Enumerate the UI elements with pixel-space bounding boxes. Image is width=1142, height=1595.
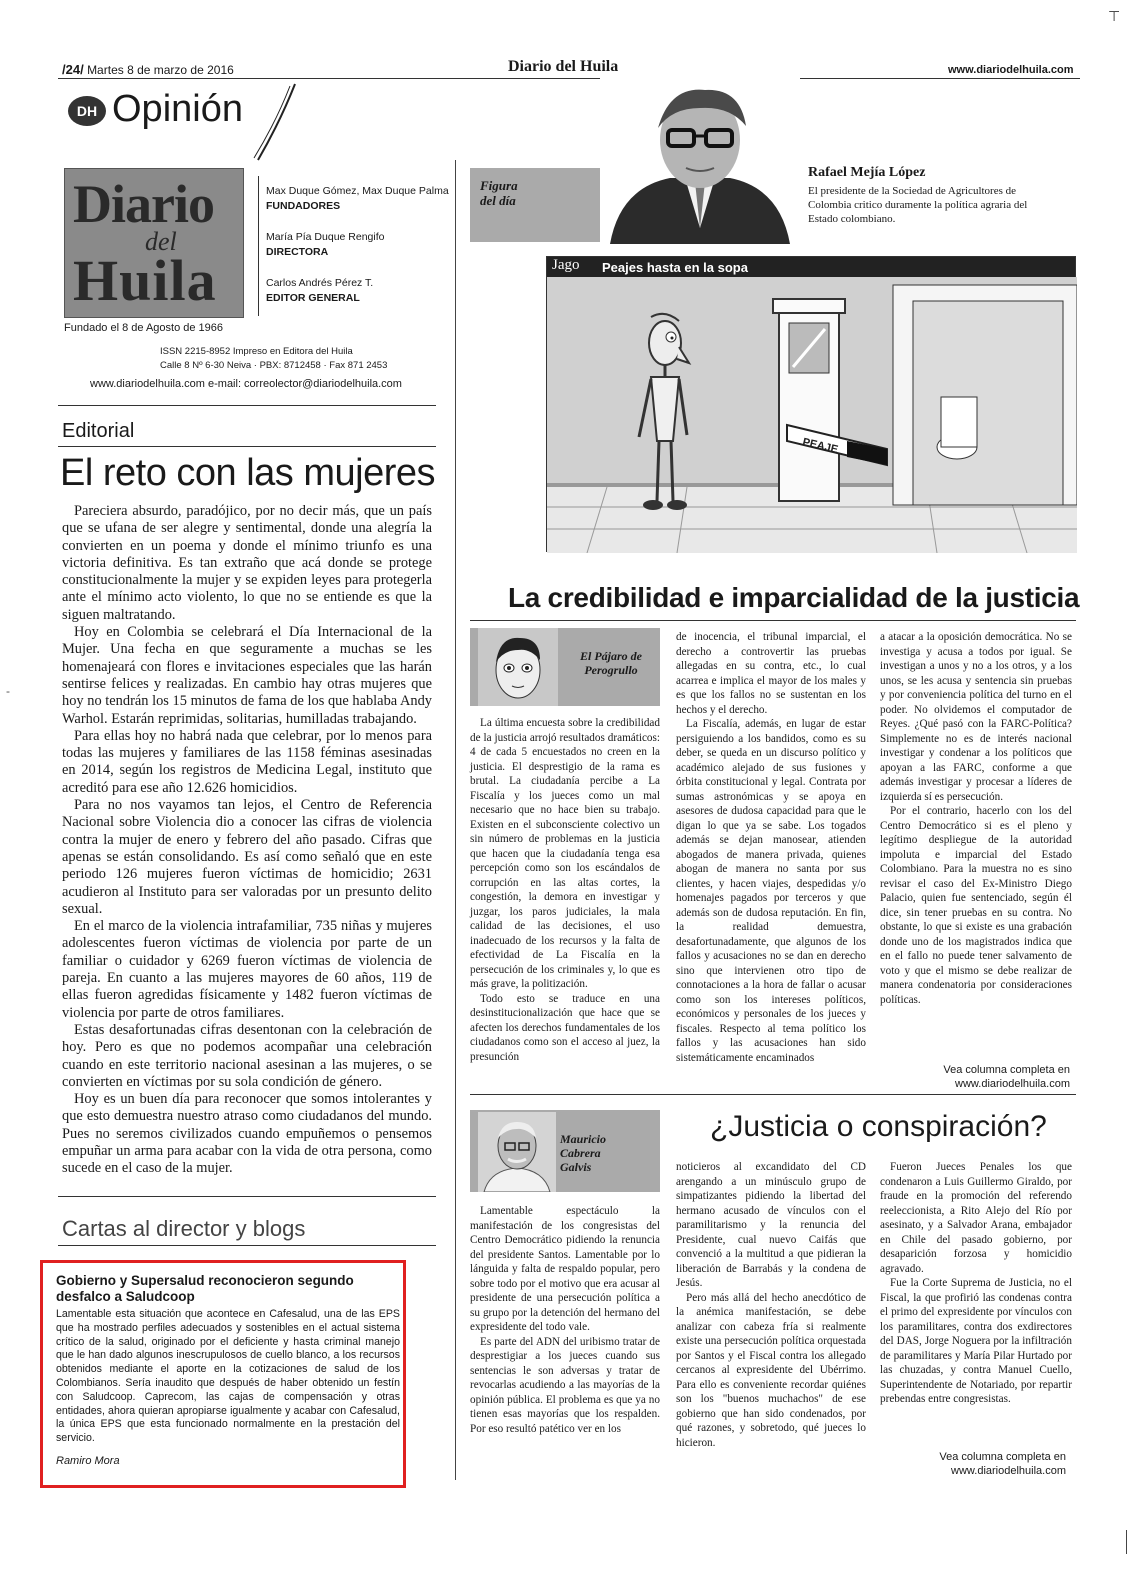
column-paragraph: Pero más allá del hecho anecdótico de la anémica manifestación, se debe analizar con cabeza fría si realmente existe una persecución política orquestada por Santos y el Fiscal contra los allegado cercanos al expresidente del Ubérrimo. Para ello es conveniente recordar quiénes son los "buenos muchachos" de ese gobierno que han sido condenados, por qué razones, y sobretodo, qué jueces lo hicieron.: [676, 1291, 866, 1449]
figura-label: Figura del día: [480, 178, 518, 208]
column-paragraph: La Fiscalía, además, en lugar de estar persiguiendo a los bandidos, como es su deber, se queda en un discurso político y académico alejado de sus fusiones y órbita constitucional y legal. Contrata por sumas astronómicas y se apoya en asesores de dudosa capacidad para que le digan lo que ya se sabe. Los togados además se dejan manosear, atienden abogados de manera privada, quienes abogan de manera no santa por sus clientes, y hacen viajes, despedidas y/o homenajes pagados por terceros y que además son de dudosa reputación. En fin, la realidad demuestra, desafortunadamente, que algunos de los fallos y acusaciones no se dan en derecho sino que intervienen otro tipo de connotaciones a la hora de fallar o acusar como son los intereses políticos, económicos y personales de los jueces y fiscales. Respecto al tema político los fallos y las acusaciones han sido sistemáticamente encaminados: [676, 718, 866, 1064]
dh-logo: DH: [68, 96, 106, 126]
editorial-paragraph: Hoy es un buen día para reconocer que somos intolerantes y que esto demuestra nuestro atraso como ciudadanos del mundo. Pues no seremos civilizados cuando empuñemos o pensemos empuñar un arma para acabar con la vida de otra persona, como sucede en el caso de la mujer.: [62, 1091, 432, 1177]
staff-editor: Carlos Andrés Pérez T. EDITOR GENERAL: [266, 277, 374, 304]
masthead-rule: [58, 405, 436, 406]
cartas-title: Cartas al director y blogs: [62, 1216, 306, 1241]
masthead-logo: [64, 168, 244, 318]
column-paragraph: Fueron Jueces Penales los que condenaron a Luis Guillermo Giraldo, por fraude en la promoción del referendo reeleccionista, a Rito Alejo del Río por asesinato, y a Salvador Arana, embajador en Chile del pasado gobierno, por desaparición forzosa y homicidio agravado.: [880, 1161, 1072, 1275]
paper-url[interactable]: www.diariodelhuila.com: [948, 64, 1074, 76]
cartoon-panel: [546, 256, 1076, 552]
cartoon-title: Peajes hasta en la sopa: [602, 260, 748, 275]
letter-body: Lamentable esta situación que acontece en Cafesalud, una de las EPS que ha mostrado perfiles adecuados y sostenibles en el actual sistema crítico de la salud, originado por el deficiente y hasta criminal manejo que le han dado algunos inescrupulosos de cuello blanco, a los recursos obtenidos mediante el aporte en la cotizaciones de salud de los Colombianos. Sería inaudito que después de haber obtenido un festín con Saludcoop. Caprecom, las cajas de compensación y otras entidades, ahora quieran apropiarse igualmente y acabar con Cafesalud, la única EPS que esta funcionado normalmente en la prestación del servicio.: [56, 1308, 400, 1445]
justice-title: La credibilidad e imparcialidad de la justicia: [508, 582, 1080, 613]
columnist-photo: [478, 1112, 556, 1192]
masthead-line1: Diario: [73, 174, 214, 234]
editorial-body: [62, 503, 432, 1178]
column-paragraph: Por el contrario, hacerlo con los del Centro Democrático si es el pleno y legítimo despliegue de la autoridad impoluta e imparcial del Estado Colombiano. Para la muestra no es sino revisar el caso del Ex-Ministro Diego Palacio, quien fue sentenciado, según él dice, sin tener pruebas en su contra. No obstante, lo que si existe es una grabación donde uno de los magistrados indica que en el fallo no puede tener salvamento de voto y que el mismo se debe realizar de manera condenatoria por consideraciones políticas.: [880, 805, 1072, 1006]
crop-mark-bottom: [1126, 1530, 1127, 1554]
editorial-paragraph: Pareciera absurdo, paradójico, por no decir más, que un país que se ufana de ser alegre y sentimental, donde una alegría la convierten en un poema y donde el mínimo triunfo es una victoria definitiva. Es tan extraño que acá donde se protege constitucionalmente la mujer y se expiden leyes para protegerla ante el mínimo acto violento, lo que no se entiende es que la siguen maltratando.: [62, 503, 432, 623]
justice-rule: [470, 620, 1076, 621]
cartas-rule: [58, 1245, 436, 1246]
peaje-sign: PEAJE: [801, 436, 840, 457]
staff-founders: Max Duque Gómez, Max Duque Palma FUNDADORES: [266, 185, 449, 212]
columnist-name: El Pájaro de Perogrullo: [580, 649, 642, 677]
editorial-title: El reto con las mujeres: [60, 452, 435, 494]
justice-column-1: [470, 716, 660, 1064]
editorial-paragraph: En el marco de la violencia intrafamiliar, 735 niñas y mujeres adolescentes fueron víctimas de violencia por parte de un familiar o cuidador y 6269 fueron víctimas de violencia de pareja. En cuanto a las mujeres mayores de 60 años, 119 de ellas fueron agredidas físicamente y 1482 fueron víctimas de violencia por parte de otros familiares.: [62, 918, 432, 1021]
column-paragraph: Lamentable espectáculo la manifestación de los congresistas del Centro Democrático pidiendo la renuncia del presidente Santos. Lamentable por lo lánguida y falta de respaldo popular, pero sobre todo por el motivo que era acusar al presidente de una persecución política a su grupo por la detención del hermano del expresidente del todo vale.: [470, 1205, 660, 1333]
justice-end-rule: [470, 1094, 1076, 1095]
editorial-paragraph: Para no nos vayamos tan lejos, el Centro de Referencia Nacional sobre Violencia dio a conocer las cifras de violencia contra la mujer de enero y febrero del año pasado. Cifras que apenas se están consolidando. Es así como señaló que en este periodo 126 mujeres fueron víctimas de homicidio; 2631 acudieron al Instituto para ser valoradas por un presunto delito sexual.: [62, 797, 432, 917]
column-divider: [455, 160, 456, 1480]
portrait-photo: [600, 78, 800, 244]
masthead-line2: del: [145, 227, 177, 256]
figura-description: El presidente de la Sociedad de Agricultores de Colombia critico duramente la política agraria del Estado colombiano.: [808, 185, 1028, 225]
column-paragraph: Fue la Corte Suprema de Justicia, no el Fiscal, la que profirió las condenas contra el primo del expresidente por vínculos con los paramilitares, contra dos exdirectores del DAS, Jorge Noguera por la infiltración de paramilitares y María Pilar Hurtado por las chuzadas, y contra Manuel Cuello, Superintendente de Notariado, por repartir prebendas entre congresistas.: [880, 1277, 1072, 1405]
letter-title: Gobierno y Supersalud reconocieron segundo desfalco a Saludcoop: [56, 1273, 354, 1304]
editorial-paragraph: Estas desafortunadas cifras desentonan con la celebración de hoy. Pero es que no podemos acompañar una celebración cuando en este territorio nacional asesinan a las mujeres, o se convierten en víctimas por su sola condición de género.: [62, 1021, 432, 1090]
conspiracion-column-3: [880, 1160, 1072, 1407]
editorial-paragraph: Para ellas hoy no habrá nada que celebrar, por lo menos para todas las mujeres y familiares de las 1158 féminas asesinadas en 2014, según los registros de Medicina Legal, instituto que acreditó para ese año 12.626 homicidios.: [62, 727, 432, 796]
figura-name: Rafael Mejía López: [808, 165, 926, 180]
conspiracion-read-more[interactable]: Vea columna completa en www.diariodelhuila.com: [939, 1451, 1066, 1477]
masthead-line3: Huila: [73, 248, 217, 313]
section-swoosh: [250, 82, 300, 162]
paper-name: Diario del Huila: [508, 58, 619, 75]
founded-date: Fundado el 8 de Agosto de 1966: [64, 322, 224, 334]
column-paragraph: Es parte del ADN del uribismo tratar de desprestigiar a los jueces cuando sus sentencias le son adversas y tratar de revocarlas acudiendo a las mayorías de la opinión pública. El problema es que ya no tienen esas mayorías que los respalden. Por eso resultó patético ver en los: [470, 1335, 660, 1435]
staff-director: María Pía Duque Rengifo DIRECTORA: [266, 231, 385, 258]
section-title: Opinión: [112, 88, 243, 130]
columnist-name: Mauricio Cabrera Galvis: [560, 1132, 607, 1174]
conspiracion-title: ¿Justicia o conspiración?: [710, 1110, 1047, 1143]
justice-column-2: [676, 630, 866, 1065]
staff-rule: [258, 176, 259, 316]
editorial-paragraph: Hoy en Colombia se celebrará el Día Internacional de la Mujer. Una fecha en que seguramente a muchas se les homenajeará con flores e invitaciones especiales que las harán sentirse felices y realizadas. En cambio hay otras mujeres que hoy no tendrán los 15 minutos de fama de los que hablaba Andy Warhol. Estarán reprimidas, solitarias, humilladas trabajando.: [62, 624, 432, 727]
page-number: /24/ Martes 8 de marzo de 2016: [62, 62, 234, 77]
cartoon-author: Jago: [552, 257, 580, 273]
cartoon-illustration: [547, 257, 1077, 553]
editorial-rule: [58, 446, 436, 447]
column-paragraph: de inocencia, el tribunal imparcial, el derecho a controvertir las pruebas allegadas en su contra, etc., lo cual acarrea e implica el mayor de los males y es que los fallos no se sustentan en los hechos y el derecho.: [676, 631, 866, 716]
letter-signature: Ramiro Mora: [56, 1455, 120, 1467]
columnist-photo: [478, 628, 558, 706]
editorial-end-rule: [58, 1196, 436, 1197]
conspiracion-column-1: [470, 1204, 660, 1436]
justice-read-more[interactable]: Vea columna completa en www.diariodelhuila.com: [943, 1064, 1070, 1090]
column-paragraph: a atacar a la oposición democrática. No se investiga y acusa a todos por igual. Se investigan a unos y no a los otros, y a los unos, se les acusa y sentencia sin pruebas y por conveniencia política del turno en el poder. No olvidemos el computador de Reyes. ¿Qué pasó con la FARC-Política? Simplemente no es de interés nacional investigar y condenar a los políticos que apoyan a las FARC, conforme a que además investigar y procesar a líderes de izquierda sí es persecución.: [880, 631, 1072, 803]
column-paragraph: noticieros al excandidato del CD arengando a un minúsculo grupo de simpatizantes pidiendo la libertad del hermano acusado de vínculos con el paramilitarismo y la renuncia del Presidente, cual nuevo Caifás que convenció a la multitud a que pidieran la liberación de Barrabás y la condena de Jesús.: [676, 1161, 866, 1289]
margin-mark: -: [6, 684, 10, 698]
crop-mark: ⊤: [1108, 8, 1121, 24]
justice-column-3: [880, 630, 1072, 1007]
column-paragraph: Todo esto se traduce en una desinstitucionalización que hace que se afecten los derechos fundamentales de los ciudadanos como son el acceso al juez, la presunción: [470, 992, 660, 1063]
editorial-kicker: Editorial: [62, 420, 135, 442]
conspiracion-column-2: [676, 1160, 866, 1450]
contact-line: www.diariodelhuila.com e-mail: correolector@diariodelhuila.com: [90, 378, 402, 390]
issn-block: ISSN 2215-8952 Impreso en Editora del Huila Calle 8 Nº 6-30 Neiva · PBX: 8712458 · Fax 871 2453: [160, 346, 388, 371]
column-paragraph: La última encuesta sobre la credibilidad de la justicia arrojó resultados dramáticos: 4 de cada 5 encuestados no creen en la justicia. El desprestigio de la rama es brutal. La ciudadanía percibe a La Fiscalía y los jueces como un mal necesario que no hace bien su trabajo. Existen en el subconsciente colectivo un sin número de problemas en la justicia que hacen que la ciudadanía tenga esa percepción como son los escándalos de corrupción en las altas cortes, la congestión, la demora en investigar y juzgar, los paros judiciales, la mala calidad de las decisiones, el uso inadecuado de los recursos y la falta de efectividad de La Fiscalía en la persecución de los criminales y, lo que es más grave, la politización.: [470, 717, 660, 990]
header-rule: [58, 78, 1080, 79]
